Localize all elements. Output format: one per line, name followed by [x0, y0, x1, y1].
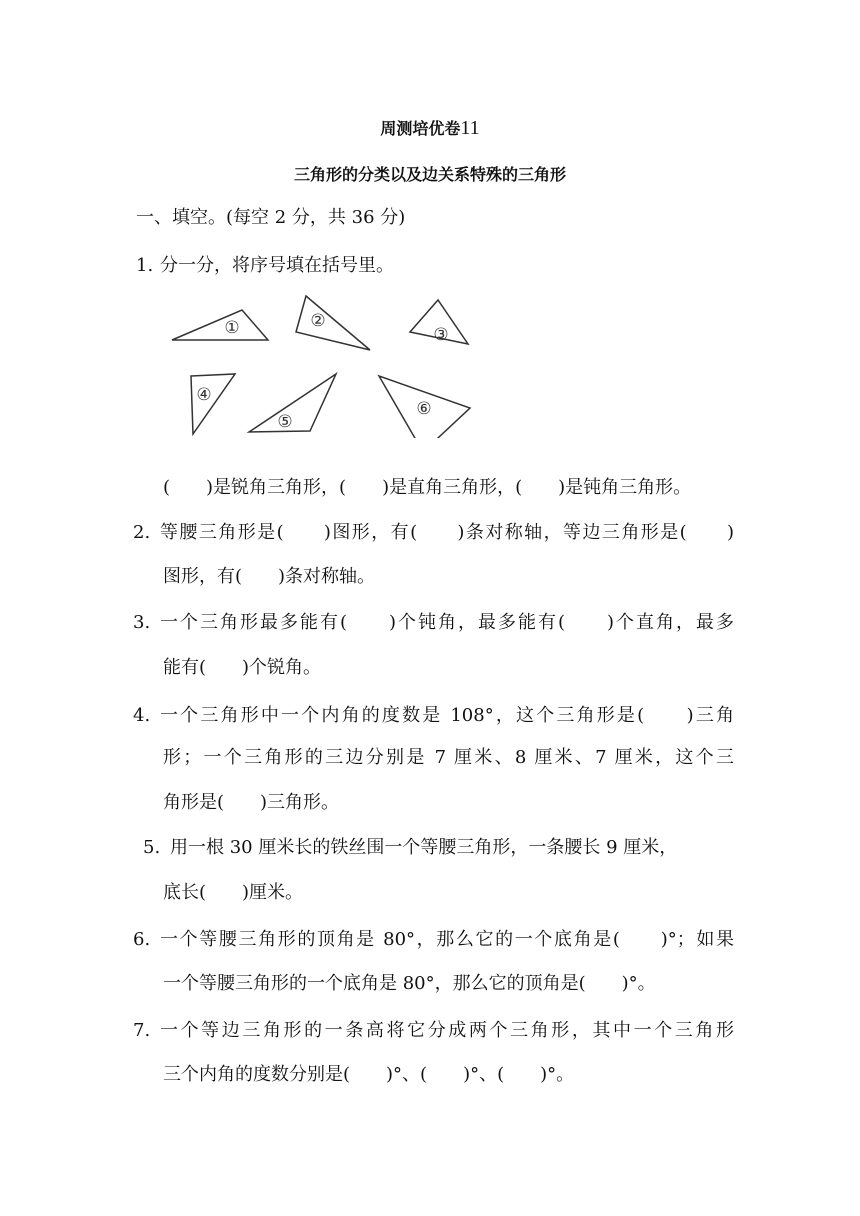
triangle-3-label: ③ [433, 325, 449, 345]
question-3-number: 3. [133, 612, 151, 633]
question-7-number: 7. [133, 1020, 151, 1041]
question-4-line-2: 形；一个三角形的三边分别是 7 厘米、8 厘米、7 厘米，这个三 [163, 747, 734, 768]
page-title [0, 116, 860, 140]
question-1-answer-line: ( )是锐角三角形，( )是直角三角形，( )是钝角三角形。 [163, 477, 692, 498]
question-6-number: 6. [133, 929, 151, 950]
question-1-number: 1. [136, 255, 154, 276]
question-5-line-2: 底长( )厘米。 [163, 882, 304, 903]
question-3-line-1: 一个三角形最多能有( )个钝角，最多能有( )个直角，最多 [160, 612, 734, 633]
question-1-text: 分一分，将序号填在括号里。 [160, 255, 394, 276]
page-subtitle: 三角形的分类以及边关系特殊的三角形 [293, 165, 566, 184]
title-number: 11 [460, 117, 480, 139]
triangles-figure [160, 288, 490, 438]
triangle-2-label: ② [310, 311, 326, 331]
question-2-line-1: 等腰三角形是( )图形，有( )条对称轴，等边三角形是( ) [160, 522, 734, 543]
triangle-1-label: ① [224, 318, 240, 338]
title-prefix: 周测培优卷 [380, 119, 461, 138]
triangle-1 [172, 310, 268, 340]
triangle-4-label: ④ [196, 385, 212, 405]
question-5-number: 5. [143, 837, 161, 858]
triangle-2 [296, 296, 370, 350]
question-7-line-1: 一个等边三角形的一条高将它分成两个三角形，其中一个三角形 [160, 1020, 734, 1041]
question-7-line-2: 三个内角的度数分别是( )°、( )°、( )°。 [163, 1064, 575, 1085]
triangle-5-label: ⑤ [277, 412, 293, 432]
triangle-6-label: ⑥ [416, 399, 432, 419]
question-4-line-3: 角形是( )三角形。 [163, 792, 340, 813]
question-5-line-1: 用一根 30 厘米长的铁丝围一个等腰三角形，一条腰长 9 厘米， [170, 837, 678, 858]
question-6-line-2: 一个等腰三角形的一个底角是 80°，那么它的顶角是( )°。 [163, 973, 656, 994]
section-heading: 一、填空。(每空 2 分，共 36 分) [136, 207, 406, 228]
question-4-number: 4. [133, 705, 151, 726]
question-4-line-1: 一个三角形中一个内角的度数是 108°，这个三角形是( )三角 [160, 705, 734, 726]
question-3-line-2: 能有( )个锐角。 [163, 657, 322, 678]
question-2-number: 2. [133, 522, 151, 543]
question-6-line-1: 一个等腰三角形的顶角是 80°，那么它的一个底角是( )°；如果 [160, 929, 734, 950]
question-2-line-2: 图形，有( )条对称轴。 [163, 566, 376, 587]
